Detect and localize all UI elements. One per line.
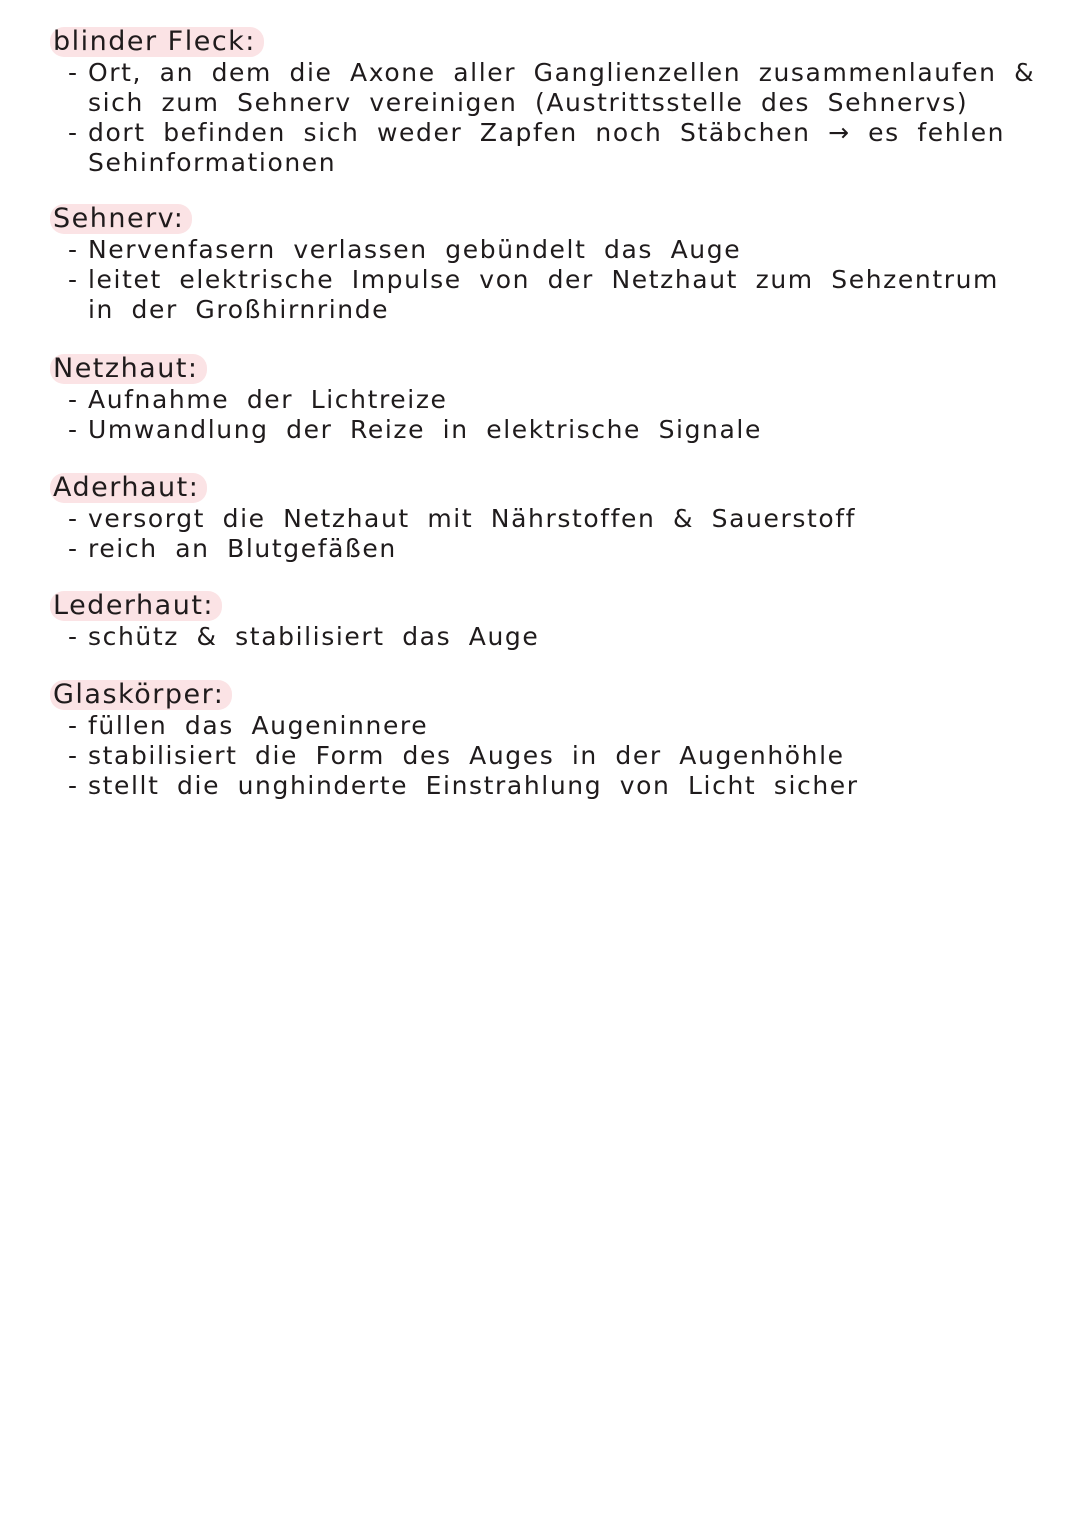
bullet-item <box>50 235 1050 265</box>
dash-marker: - <box>68 534 79 563</box>
dash-marker: - <box>68 771 79 800</box>
bullet-list <box>50 235 1050 325</box>
bullet-line: leitet elektrische Impulse von der Netzhaut zum Sehzentrum <box>88 265 1000 294</box>
bullet-item <box>50 711 1050 741</box>
section-blinder-fleck <box>50 27 1050 178</box>
bullet-line: dort befinden sich weder Zapfen noch Stäbchen → es fehlen <box>88 118 1006 147</box>
bullet-line: reich an Blutgefäßen <box>88 534 397 563</box>
bullet-line: stabilisiert die Form des Auges in der Augenhöhle <box>88 741 845 770</box>
section-netzhaut <box>50 354 1050 445</box>
dash-marker: - <box>68 118 79 147</box>
dash-marker: - <box>68 58 79 87</box>
dash-marker: - <box>68 711 79 740</box>
section-lederhaut <box>50 591 1050 652</box>
section-heading: blinder Fleck: <box>50 27 264 57</box>
dash-marker: - <box>68 622 79 651</box>
bullet-list <box>50 711 1050 801</box>
bullet-line: in der Großhirnrinde <box>88 295 390 324</box>
bullet-line: füllen das Augeninnere <box>88 711 429 740</box>
bullet-list <box>50 622 1050 652</box>
bullet-item <box>50 771 1050 801</box>
bullet-line: stellt die unghinderte Einstrahlung von Licht sicher <box>88 771 859 800</box>
bullet-list <box>50 385 1050 445</box>
bullet-list <box>50 504 1050 564</box>
bullet-item <box>50 265 1050 325</box>
section-heading: Aderhaut: <box>50 473 207 503</box>
bullet-item <box>50 504 1050 534</box>
bullet-list <box>50 58 1050 178</box>
section-heading: Sehnerv: <box>50 204 192 234</box>
section-heading: Glaskörper: <box>50 680 232 710</box>
bullet-line: sich zum Sehnerv vereinigen (Austrittsstelle des Sehnervs) <box>88 88 969 117</box>
dash-marker: - <box>68 265 79 294</box>
bullet-item <box>50 741 1050 771</box>
dash-marker: - <box>68 415 79 444</box>
dash-marker: - <box>68 235 79 264</box>
section-sehnerv <box>50 204 1050 325</box>
bullet-item <box>50 622 1050 652</box>
section-heading: Lederhaut: <box>50 591 222 621</box>
bullet-item <box>50 385 1050 415</box>
bullet-item <box>50 415 1050 445</box>
section-glaskoerper <box>50 680 1050 801</box>
dash-marker: - <box>68 385 79 414</box>
bullet-item <box>50 58 1050 118</box>
bullet-line: Ort, an dem die Axone aller Ganglienzellen zusammenlaufen & <box>88 58 1036 87</box>
bullet-line: Umwandlung der Reize in elektrische Signale <box>88 415 762 444</box>
section-heading: Netzhaut: <box>50 354 207 384</box>
bullet-line: Sehinformationen <box>88 148 337 177</box>
bullet-line: Nervenfasern verlassen gebündelt das Auge <box>88 235 742 264</box>
bullet-line: versorgt die Netzhaut mit Nährstoffen & Sauerstoff <box>88 504 857 533</box>
bullet-line: schütz & stabilisiert das Auge <box>88 622 540 651</box>
bullet-line: Aufnahme der Lichtreize <box>88 385 448 414</box>
bullet-item <box>50 118 1050 178</box>
dash-marker: - <box>68 741 79 770</box>
bullet-item <box>50 534 1050 564</box>
section-aderhaut <box>50 473 1050 564</box>
dash-marker: - <box>68 504 79 533</box>
